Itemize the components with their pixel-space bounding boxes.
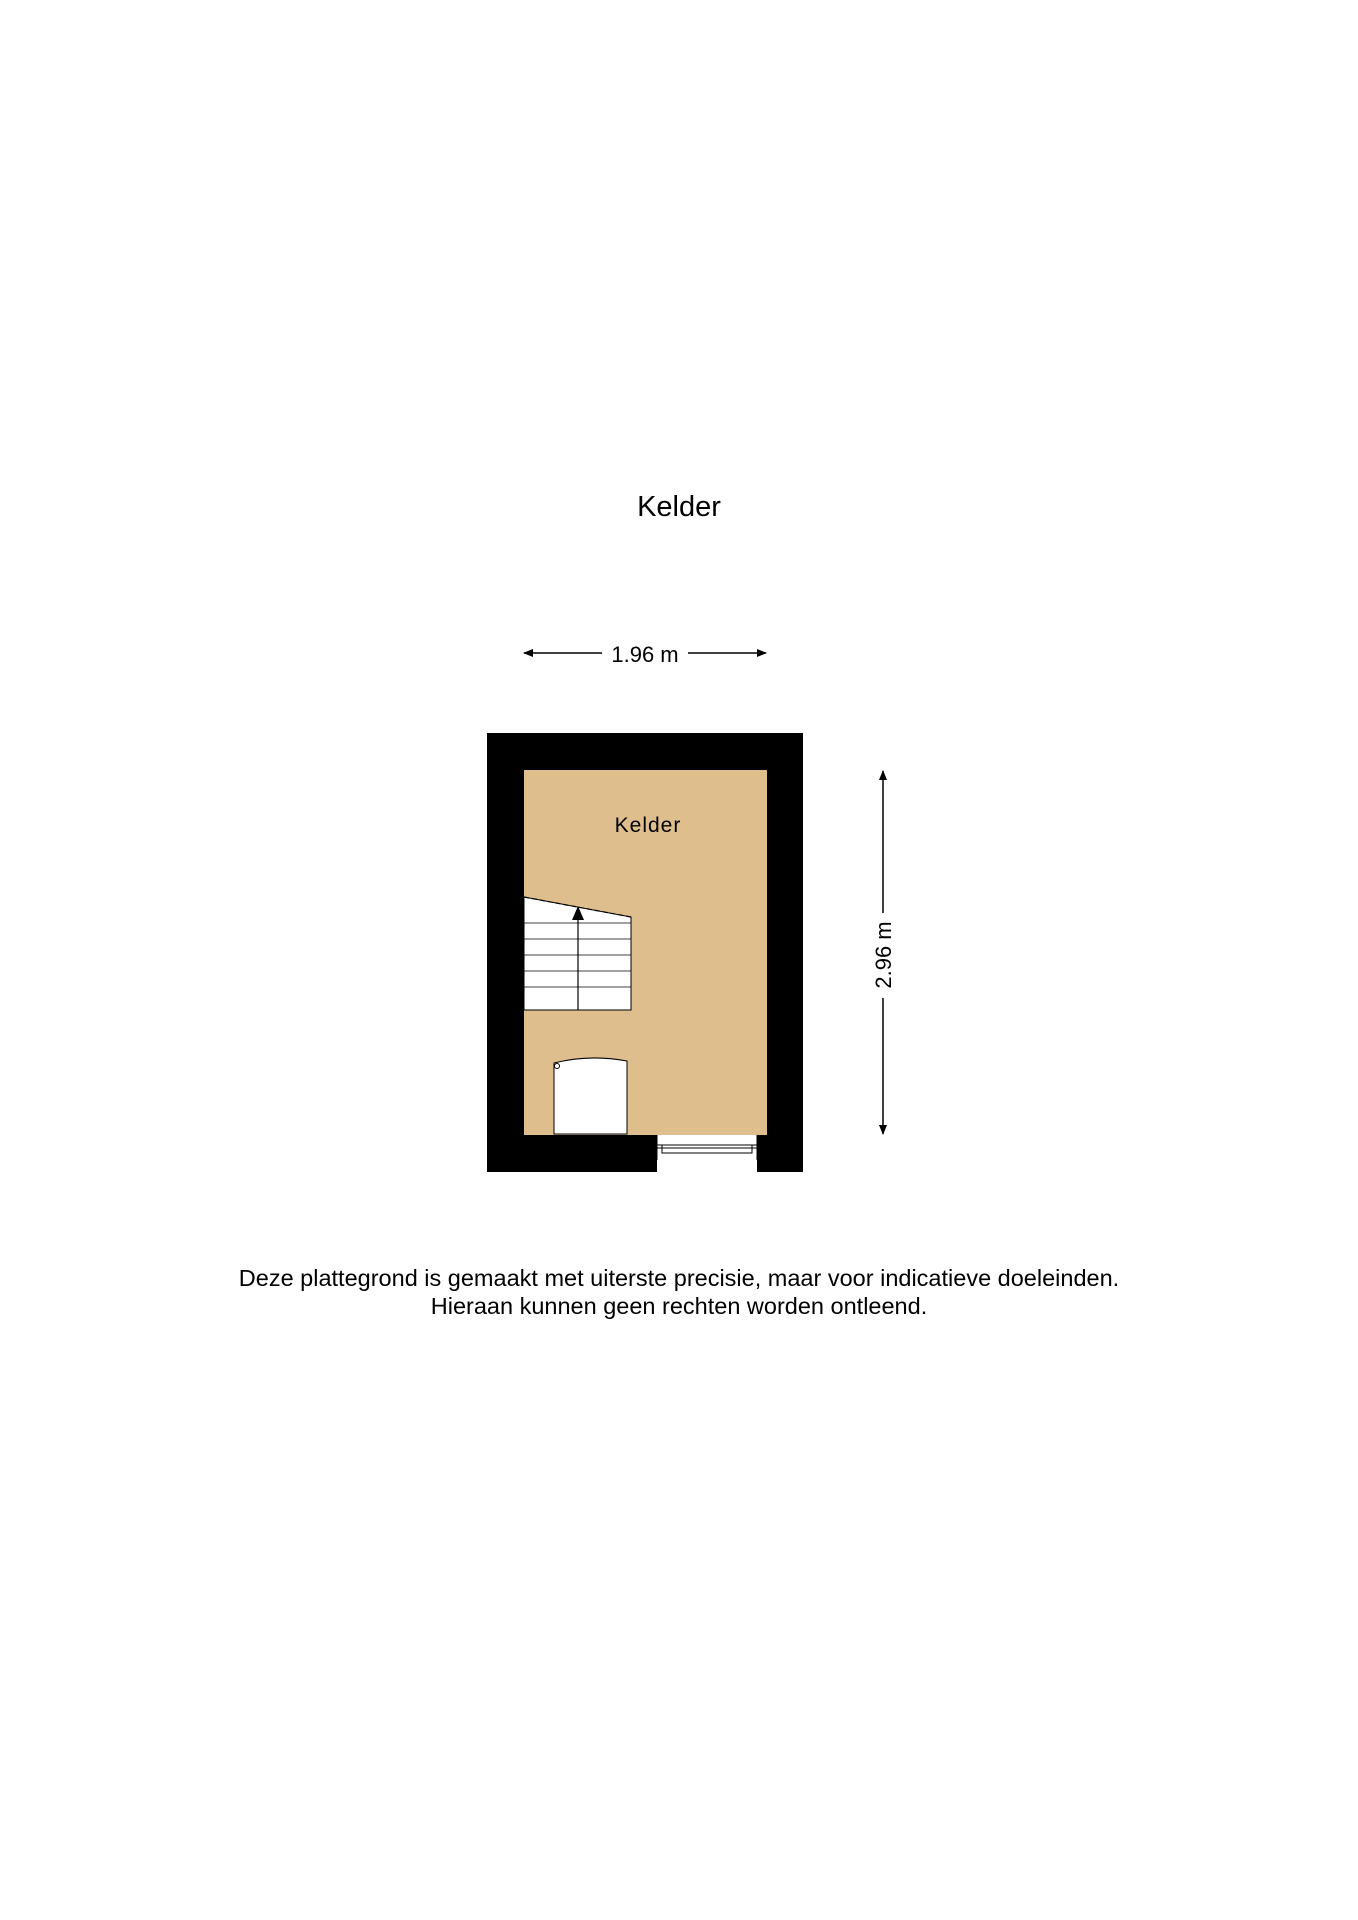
- page-title: Kelder: [637, 491, 721, 523]
- width-dimension: [524, 642, 766, 667]
- disclaimer-line-2: Hieraan kunnen geen rechten worden ontleend.: [430, 1293, 928, 1319]
- disclaimer: [0, 1264, 1358, 1320]
- height-dimension: [871, 771, 896, 1134]
- room-label: Kelder: [614, 814, 682, 837]
- width-dimension-label: 1.96 m: [611, 642, 679, 667]
- height-dimension-label: 2.96 m: [871, 921, 896, 989]
- stairs: [524, 897, 631, 1010]
- window: [657, 1135, 757, 1172]
- appliance: [554, 1058, 627, 1134]
- disclaimer-line-1: Deze plattegrond is gemaakt met uiterste precisie, maar voor indicatieve doeleinden.: [238, 1265, 1120, 1291]
